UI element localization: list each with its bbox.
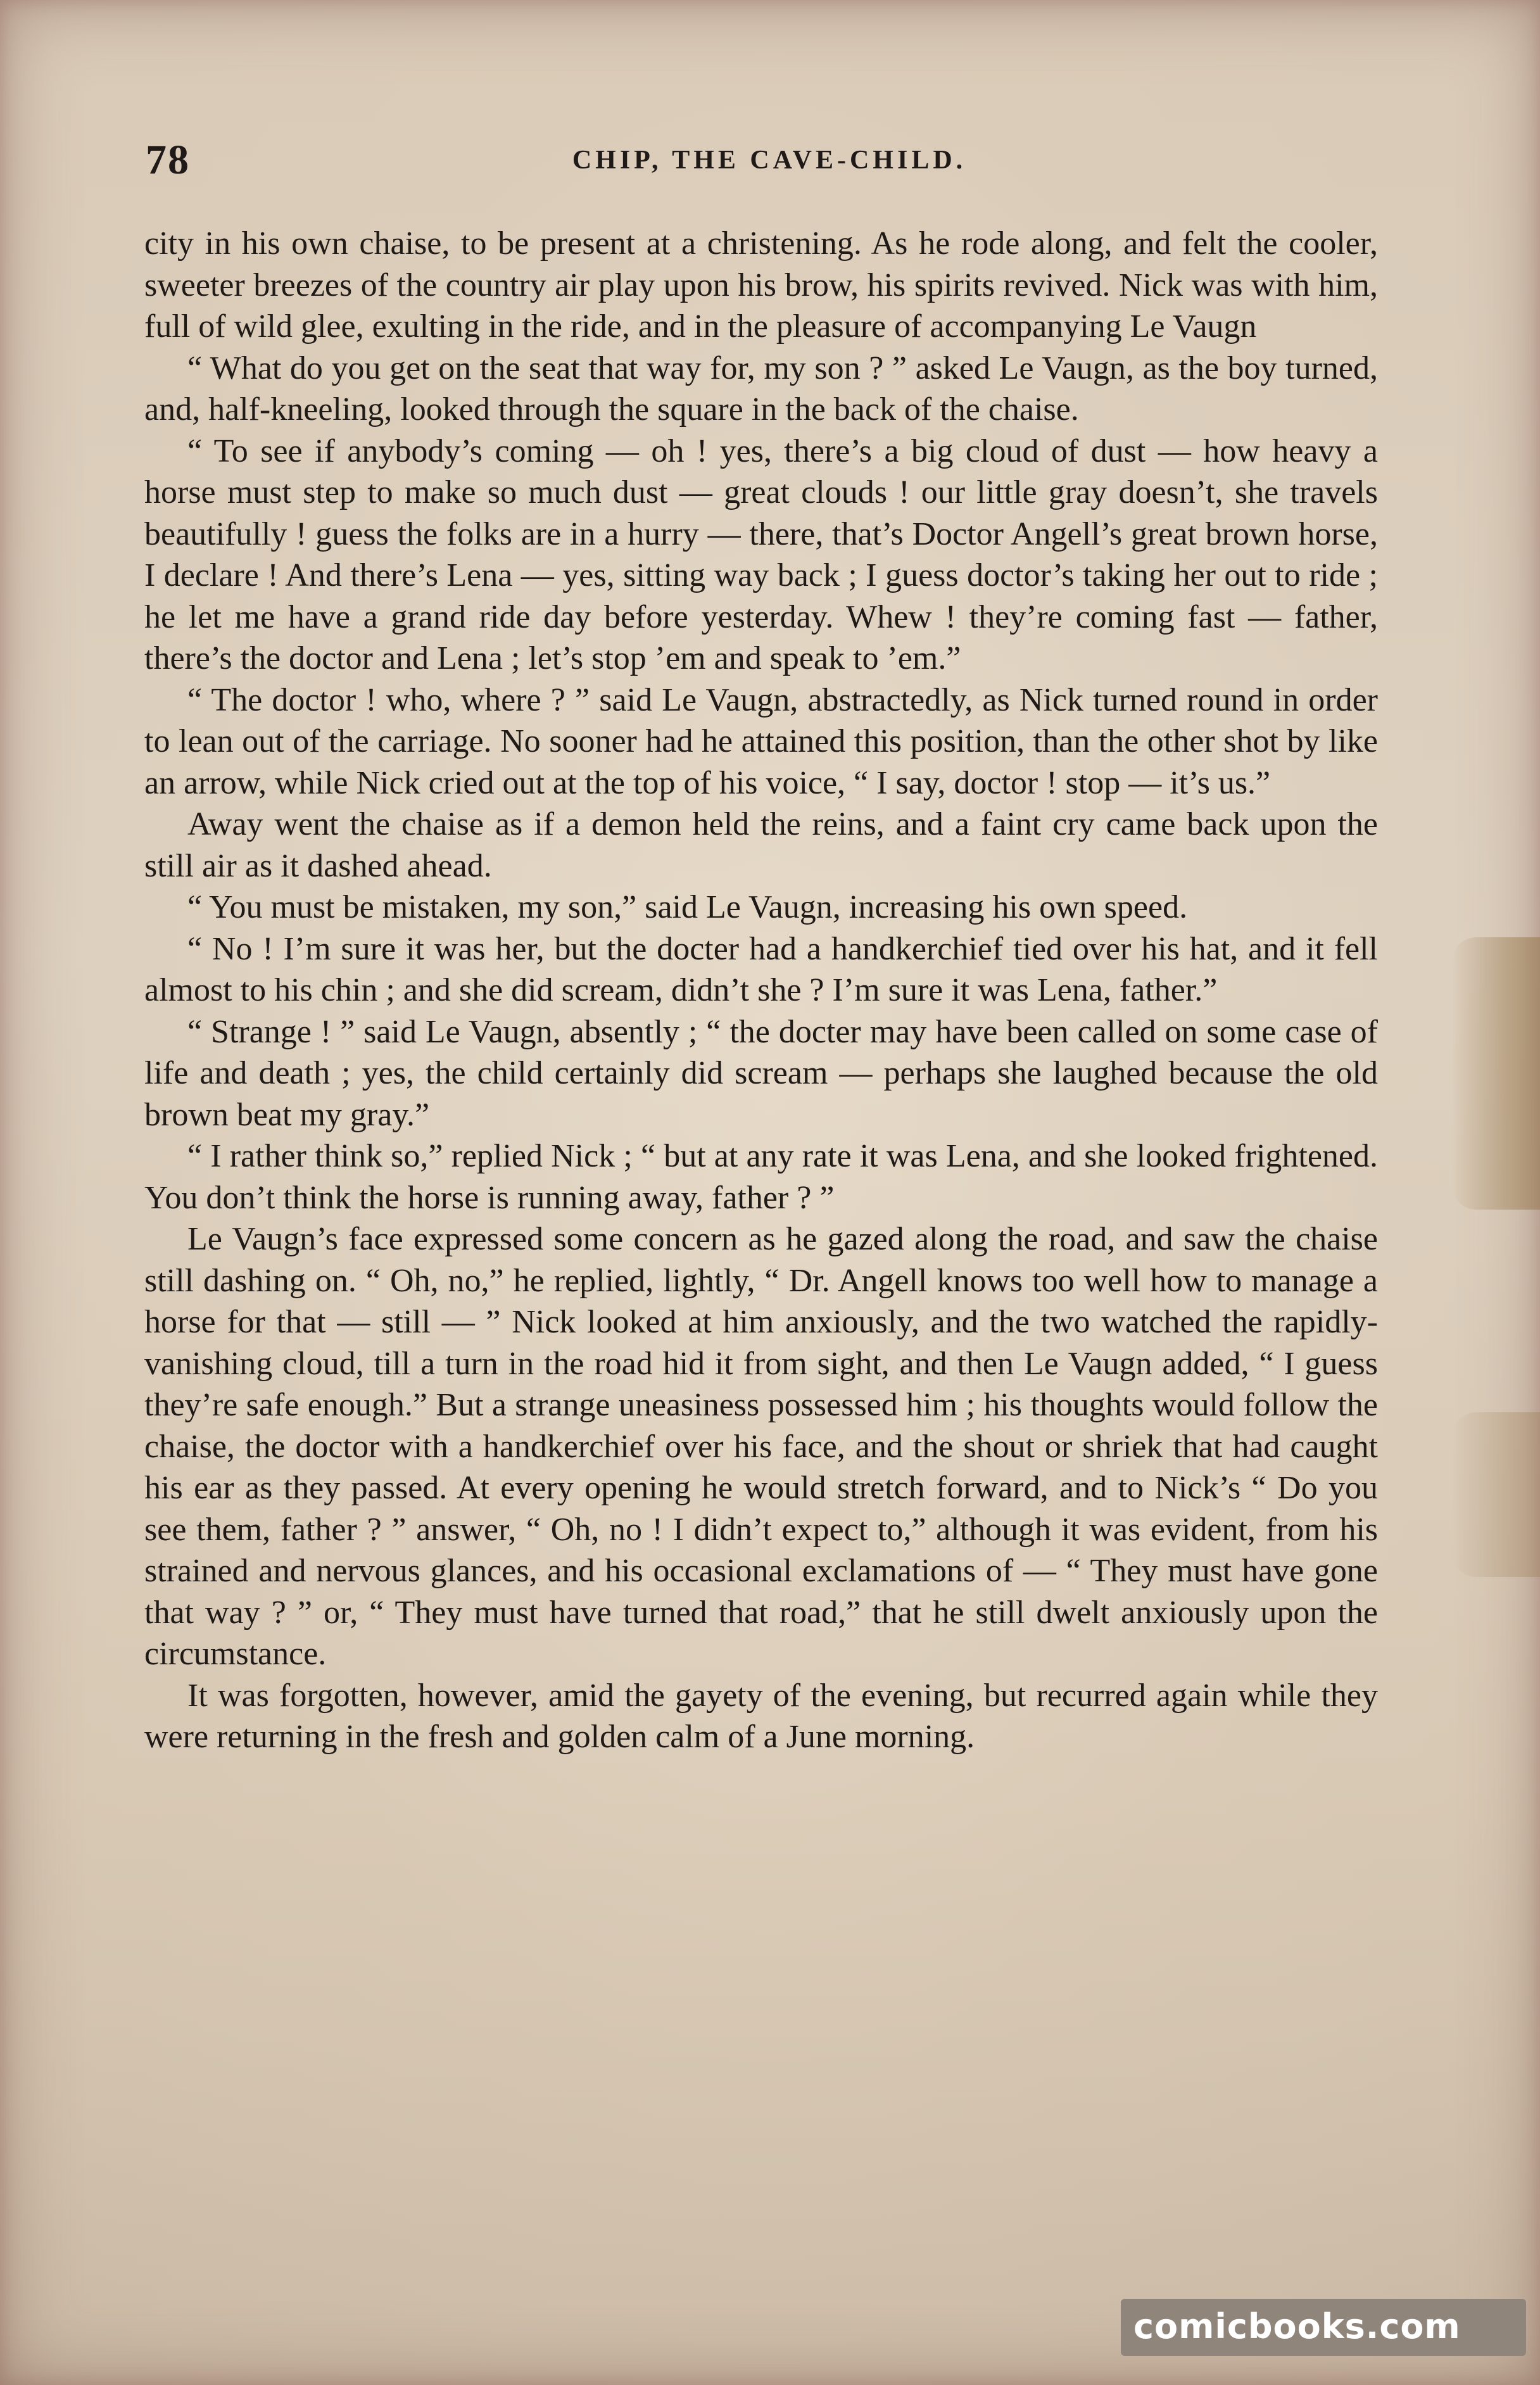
paragraph: “ You must be mistaken, my son,” said Le Vaugn, increasing his own speed.: [187, 889, 1188, 925]
page-stain: [1451, 1412, 1540, 1577]
watermark-text: comicbooks.com: [1133, 2306, 1461, 2346]
page-number: 78: [146, 137, 190, 183]
paragraph: “ I rather think so,” replied Nick ; “ but at any rate it was Lena, and she looked frightened. You don’t think the horse is running away, father ? ”: [144, 1138, 1378, 1216]
paragraph: “ What do you get on the seat that way for, my son ? ” asked Le Vaugn, as the boy turned, and, half-kneeling, looked through the square in the back of the chaise.: [144, 350, 1378, 427]
body-text: [144, 223, 1378, 1758]
paragraph: Away went the chaise as if a demon held the reins, and a faint cry came back upon the still air as it dashed ahead.: [144, 806, 1378, 884]
watermark: [1121, 2299, 1526, 2356]
page-stain: [1451, 937, 1540, 1210]
paragraph: city in his own chaise, to be present at a christening. As he rode along, and felt the cooler, sweeter breezes of the country air play upon his brow, his spirits revived. Nick was with him, full of wild glee, exulting in the ride, and in the pleasure of accompanying Le Vaugn: [144, 225, 1378, 345]
paragraph: “ The doctor ! who, where ? ” said Le Vaugn, abstractedly, as Nick turned round in order to lean out of the carriage. No sooner had he attained this position, than the other shot by like an arrow, while Nick cried out at the top of his voice, “ I say, doctor ! stop — it’s us.”: [144, 681, 1378, 801]
paragraph: “ To see if anybody’s coming — oh ! yes, there’s a big cloud of dust — how heavy a horse must step to make so much dust — great clouds ! our little gray doesn’t, she travels beautifully ! guess the folks are in a hurry — there, that’s Doctor Angell’s great brown horse, I declare ! And there’s Lena — yes, sitting way back ; I guess doctor’s taking her out to ride ; he let me have a grand ride day before yesterday. Whew ! they’re coming fast — father, there’s the doctor and Lena ; let’s stop ’em and speak to ’em.”: [144, 433, 1378, 676]
paragraph: “ No ! I’m sure it was her, but the docter had a handkerchief tied over his hat, and it fell almost to his chin ; and she did scream, didn’t she ? I’m sure it was Lena, father.”: [144, 930, 1378, 1008]
paragraph: “ Strange ! ” said Le Vaugn, absently ; “ the docter may have been called on some case of life and death ; yes, the child certainly did scream — perhaps she laughed because the old brown beat my gray.”: [144, 1013, 1378, 1133]
page-header: [146, 136, 1393, 187]
paragraph: Le Vaugn’s face expressed some concern as he gazed along the road, and saw the chaise still dashing on. “ Oh, no,” he replied, lightly, “ Dr. Angell knows too well how to manage a horse for that — still — ” Nick looked at him anxiously, and the two watched the rapidly-vanishing cloud, till a turn in the road hid it from sight, and then Le Vaugn added, “ I guess they’re safe enough.” But a strange uneasiness possessed him ; his thoughts would follow the chaise, the doctor with a handkerchief over his face, and the shout or shriek that had caught his ear as they passed. At every opening he would stretch forward, and to Nick’s “ Do you see them, father ? ” answer, “ Oh, no ! I didn’t expect to,” although it was evident, from his strained and nervous glances, and his occasional exclamations of — “ They must have gone that way ? ” or, “ They must have turned that road,” that he still dwelt anxiously upon the circumstance.: [144, 1221, 1378, 1672]
paragraph: It was forgotten, however, amid the gayety of the evening, but recurred again while they were returning in the fresh and golden calm of a June morning.: [144, 1677, 1378, 1755]
running-head: CHIP, THE CAVE-CHILD.: [572, 146, 967, 175]
